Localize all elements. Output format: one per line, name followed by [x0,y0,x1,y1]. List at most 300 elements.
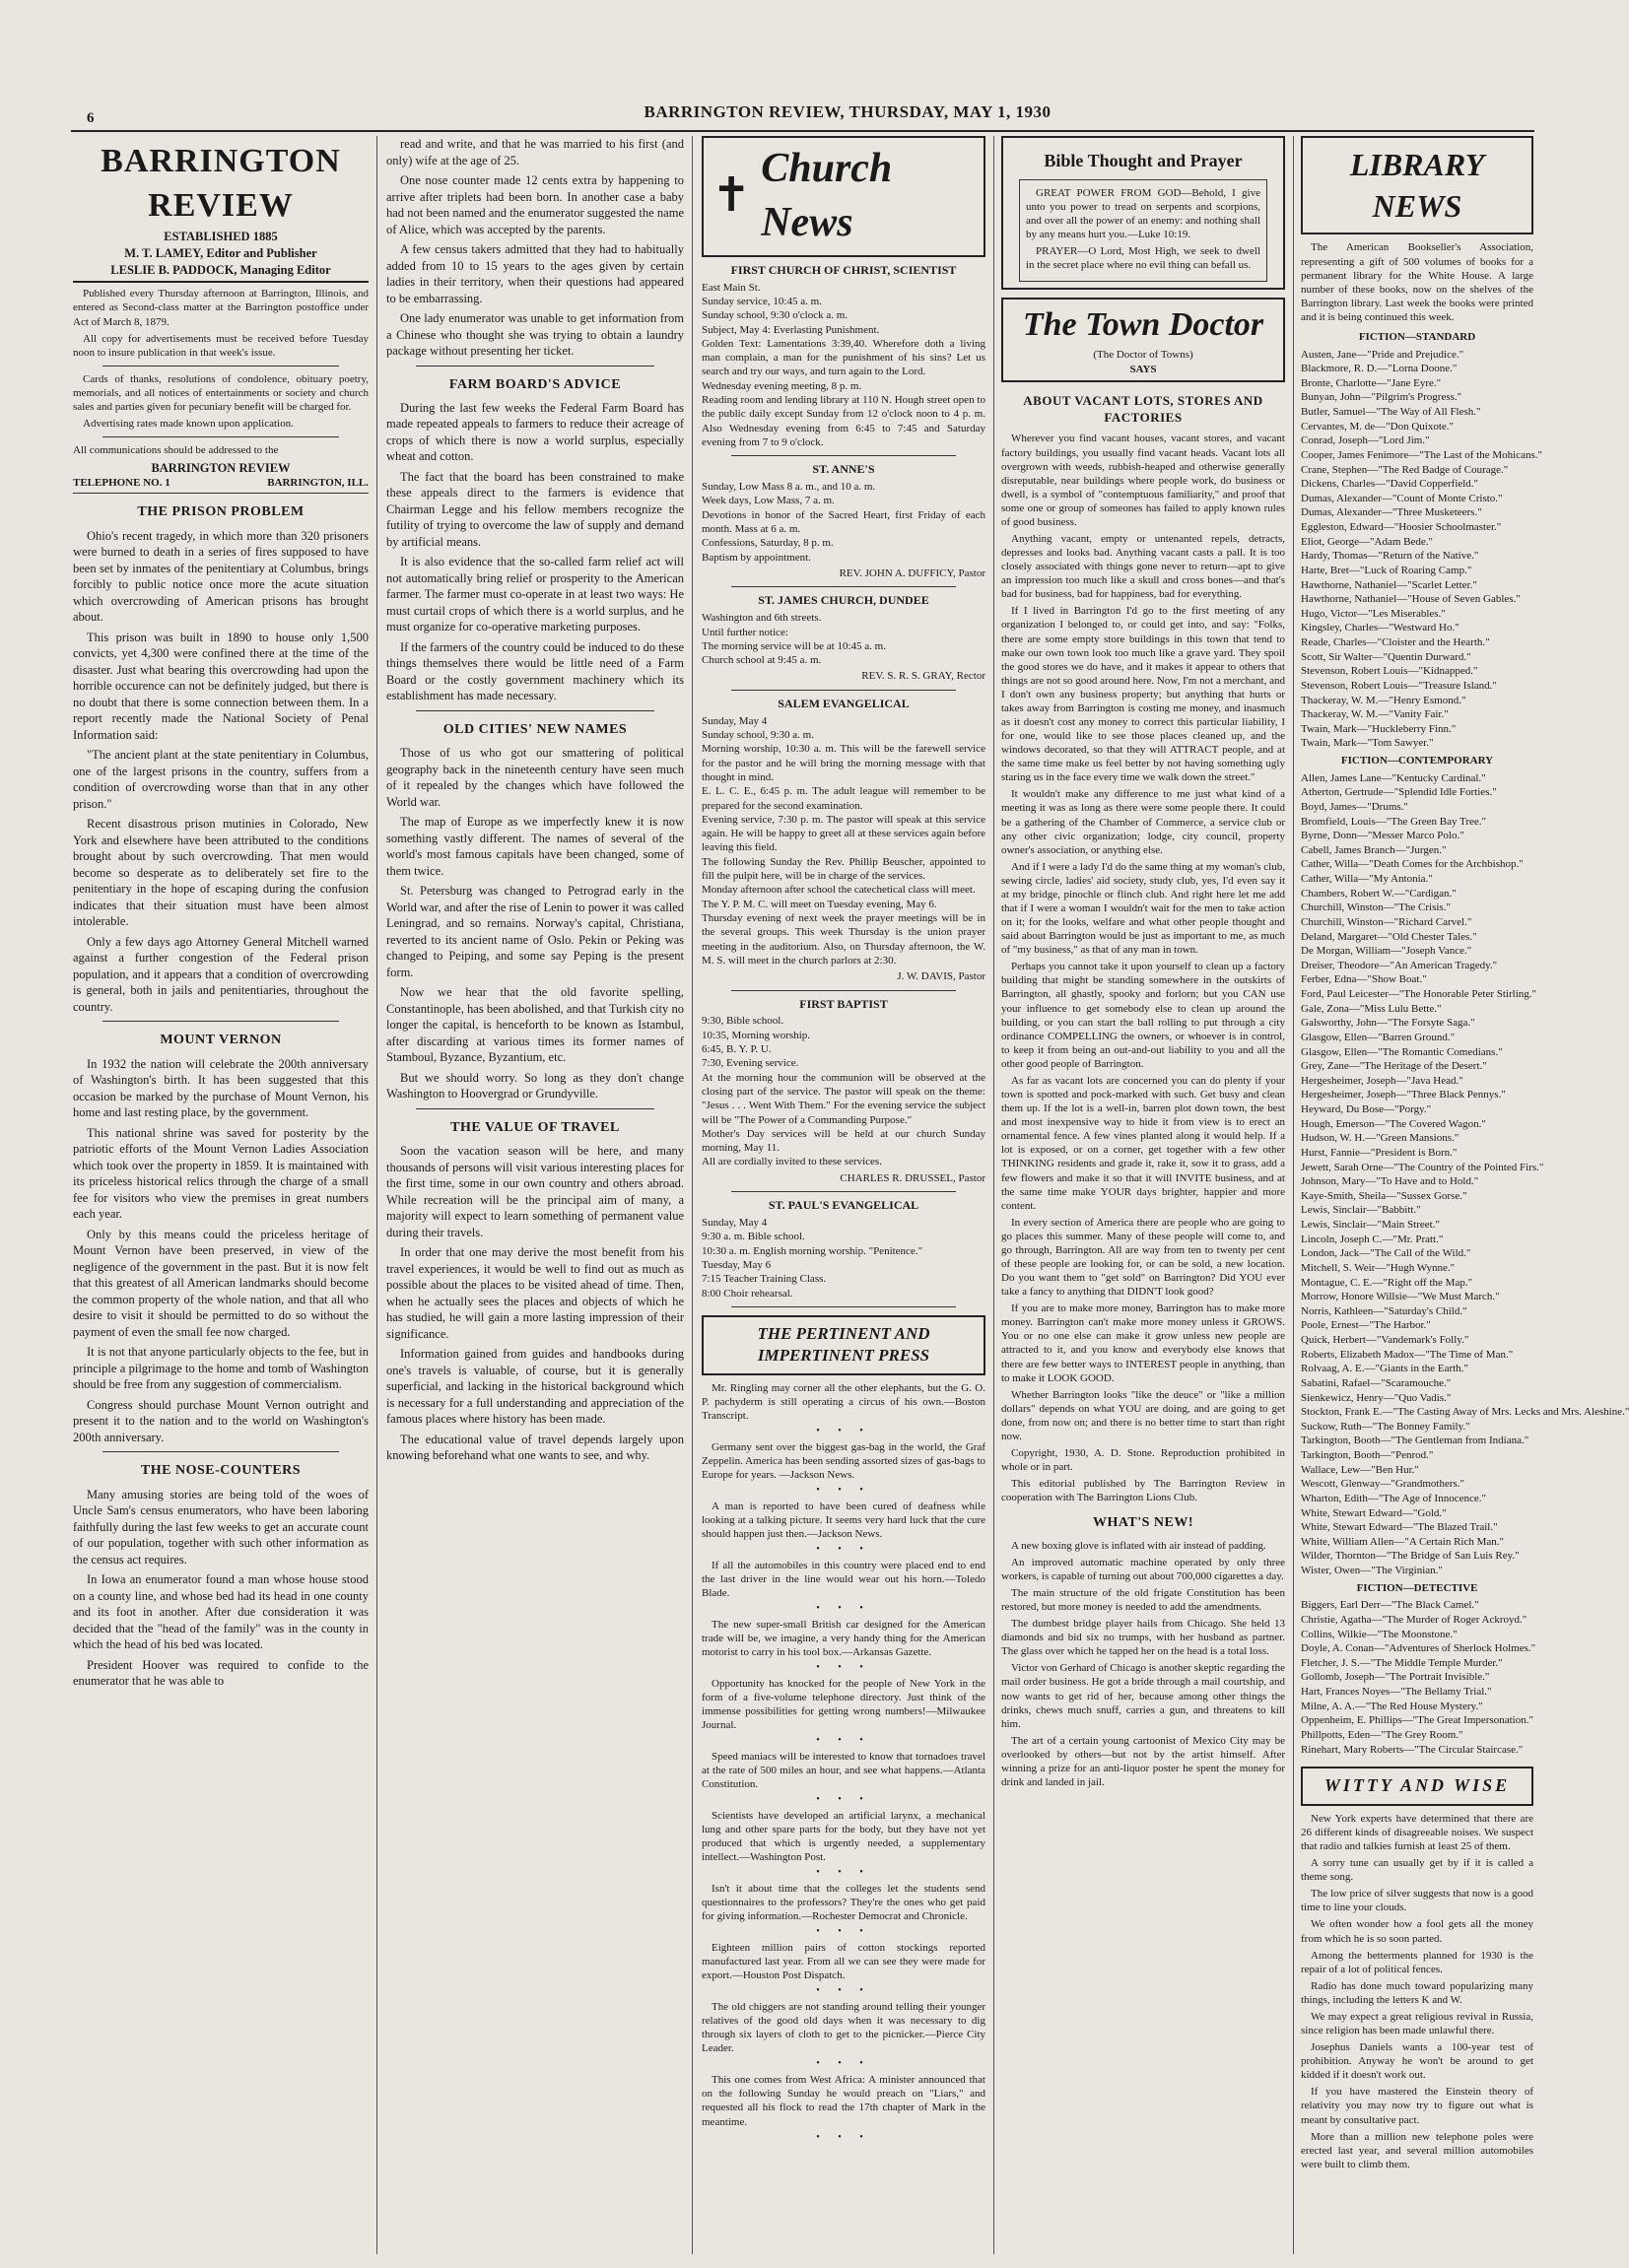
church-name: SALEM EVANGELICAL [778,696,910,710]
cities-paragraph: Those of us who got our smattering of political geography back in the nineteenth century have seen much of it repealed by the changes which have followed the World war. [386,746,684,809]
established-line: ESTABLISHED 1885 [164,229,278,243]
publication-info [73,287,369,494]
rule [731,690,956,691]
vernon-title: MOUNT VERNON [160,1033,282,1048]
nose-paragraph: In Iowa an enumerator found a man whose house stood on a county line, and whose bed had its head in one county and its foot in another. After due consideration it was decided that the "head of the family" was in the county in which the head of his bed was located. [73,1572,369,1652]
library-book-entry: Hugo, Victor—"Les Miserables." [1301,607,1446,620]
church-name: ST. ANNE'S [812,462,875,477]
divider-dots: • • • [816,1484,871,1496]
church-news-header [702,136,985,257]
divider-dots: • • • [816,1794,871,1806]
library-book-entry: Eliot, George—"Adam Bede." [1301,535,1434,548]
church-line: Monday afternoon after school the catechetical class will meet. [702,884,976,897]
church-line: All are cordially invited to these services. [702,1156,882,1168]
whats-new-items [1001,1539,1285,1789]
press-item: Isn't it about time that the colleges let the students send questionnaires to the professors? They're the ones who get paid for giving information.—Rochester Democrat and Chronicle. [702,1883,985,1923]
column-separator [993,136,994,2254]
library-book-entry: Bromfield, Louis—"The Green Bay Tree." [1301,815,1487,828]
nose-paragraph: One nose counter made 12 cents extra by happening to arrive after triplets had been born. In another case a baby had not been named and the enumerator suggested the name of Alice, which was accepted by the parents. [386,173,684,236]
nose-title: THE NOSE-COUNTERS [140,1463,302,1479]
farm-title: FARM BOARD'S ADVICE [448,376,622,392]
rule [102,366,339,367]
church-line: Baptism by appointment. [702,551,811,564]
town-doctor-paragraph: Wherever you find vacant houses, vacant stores, and vacant factory buildings, you usually find vacant heads. Vacant lots all overgrown with weeds, rubbish-heaped and otherwise generally disreputable, near buildings where people work, do business or dwell, is a symbol of "contemptuous familiarity," and proof that some one or group of someones has failed to apply known rules of good business. [1001,433,1285,528]
library-book-entry: Cather, Willa—"Death Comes for the Archbishop." [1301,858,1524,871]
press-item: Mr. Ringling may corner all the other elephants, but the G. O. P. pachyderm is still operating a circus of his own.—Boston Transcript. [702,1381,985,1422]
church-line: Sunday service, 10:45 a. m. [702,296,822,307]
library-book-entry: Crane, Stephen—"The Red Badge of Courage." [1301,463,1509,476]
farm-paragraph: It is also evidence that the so-called farm relief act will not automatically bring relief or prosperity to the American farmer. The farmer must co-operate in at least two ways: He must curtail crops of which there is a world surplus, and he must organize for co-operative marketing purposes. [386,555,684,634]
library-section-heading: FICTION—DETECTIVE [1356,1581,1478,1594]
address-info: All communications should be addressed to the [73,444,279,457]
page-number: 6 [87,110,95,126]
library-book-entry: Kingsley, Charles—"Westward Ho." [1301,622,1459,634]
church-line: Wednesday evening meeting, 8 p. m. [702,379,862,392]
library-book-entry: Christie, Agatha—"The Murder of Roger Ackroyd." [1301,1613,1527,1626]
vernon-paragraph: Only by this means could the priceless heritage of Mount Vernon have been preserved, in view of the negligence of the government in the past. But it is now felt that this greatest of all American landmarks should become the common property of the whole nation, and that all who desire to visit it should be permitted to do so without the payment of even the small fee now charged. [73,1227,369,1339]
divider-dots: • • • [816,1603,871,1615]
cities-paragraph: St. Petersburg was changed to Petrograd early in the World war, and after the rise of Lenin to power it was called Leningrad, and so remains. Norway's capital, Christiana, reverted to its ancient name of Oslo. Pekin or Peking was changed to Peiping, and some say Peping is the present form. [386,884,684,979]
church-line: The following Sunday the Rev. Phillip Beuscher, appointed to fill the pulpit here, will be in charge of the services. [702,855,985,883]
witty-item: Among the betterments planned for 1930 is the repair of a lot of political fences. [1301,1949,1533,1975]
church-line: E. L. C. E., 6:45 p. m. The adult league will remember to be prepared for the second examination. [702,785,985,812]
prison-title: THE PRISON PROBLEM [137,504,305,520]
bible-text: GREAT POWER FROM GOD—Behold, I give unto you power to tread on serpents and scorpions, and over all the power of an enemy: and nothing shall by any means hurt you.—Luke 10:19. [1026,186,1260,240]
church-name: ST. JAMES CHURCH, DUNDEE [758,593,929,608]
whats-new-item: The main structure of the old frigate Constitution has been restored, but more money is needed to add the amendments. [1001,1587,1285,1614]
library-book-entry: Rinehart, Mary Roberts—"The Circular Staircase." [1301,1743,1524,1756]
church-news-title: Church News [761,146,893,246]
library-book-entry: Churchill, Winston—"The Crisis." [1301,901,1451,914]
town-doctor-paragraph: And if I were a lady I'd do the same thing at my woman's club, sewing circle, ladies' aid society, study club, yes, I'd even say it at my bridge, pinochle or flinch club. And right here let me add that if I were a woman I wouldn't wait for the men to take action on it; for the looks, welfare and what other people thought and said about Barrington would be just as important to me, as much of "my business," as that of any man in town. [1001,860,1285,957]
cities-paragraph: The map of Europe as we imperfectly knew it is now something vastly different. The names of several of the world's most famous capitals have been changed, some of them twice. [386,815,684,878]
library-book-entry: Deland, Margaret—"Old Chester Tales." [1301,930,1477,943]
witty-item: Josephus Daniels wants a 100-year test of prohibition. Anyway he won't be around to get kidded if it doesn't work out. [1301,2041,1533,2082]
library-book-entry: Grey, Zane—"The Heritage of the Desert." [1301,1060,1487,1073]
library-book-entry: Wilder, Thornton—"The Bridge of San Luis Rey." [1301,1550,1520,1563]
column-separator [1293,136,1294,2254]
library-book-entry: Twain, Mark—"Huckleberry Finn." [1301,722,1457,735]
library-book-entry: Hough, Emerson—"The Covered Wagon." [1301,1117,1486,1130]
church-line: Until further notice: [702,626,788,638]
town-doctor-paragraph: Perhaps you cannot take it upon yourself to clean up a factory building that might be standing somewhere in the outskirts of Barrington, all ghastly, spooky and forlorn; but you CAN use your influence to get somebody else to clean up around the building, or you can start the ball rolling to put through a city ordinance COMPELLING the owners, or whoever is in control, to keep it from being an out-and-out liability to you and all the other good people of Barrington. [1001,961,1285,1070]
church-line: 7:30, Evening service. [702,1057,799,1070]
prison-paragraph: "The ancient plant at the state penitentiary in Columbus, one of the largest prisons in the country, suffers from a condition of overcrowding worse than that in any other prison." [73,748,369,811]
library-book-entry: Lincoln, Joseph C.—"Mr. Pratt." [1301,1233,1444,1245]
rates-info: Advertising rates made known upon application. [83,418,294,430]
library-book-entry: Hawthorne, Nathaniel—"House of Seven Gables." [1301,593,1521,606]
address-name: BARRINGTON REVIEW [151,461,291,476]
rule [731,1306,956,1307]
library-book-entry: Kaye-Smith, Sheila—"Sussex Gorse." [1301,1189,1467,1202]
travel-paragraph: Information gained from guides and handbooks during one's travels is valuable, of course, but it is generally superficial, and lacking in the historical background which is necessary for a full understanding and appreciation of the famous places where history has been made. [386,1347,684,1427]
column-1 [73,136,369,2254]
travel-paragraph: Soon the vacation season will be here, and many thousands of persons will visit various interesting places for the first time, some in our own country and others abroad. While recreation will be the principal aim of many, a majority will expect to learn something of permanent value during their travels. [386,1144,684,1239]
library-book-entry: Sabatini, Rafael—"Scaramouche." [1301,1376,1452,1389]
press-items [702,1381,985,2145]
library-book-entry: Stevenson, Robert Louis—"Treasure Island." [1301,679,1497,692]
nose-article-continued [386,136,684,360]
whats-new-item: An improved automatic machine operated by only three workers, is capable of turning out about 700,000 cigarettes a day. [1001,1556,1285,1582]
library-book-entry: De Morgan, William—"Joseph Vance." [1301,945,1472,958]
library-section-heading: FICTION—CONTEMPORARY [1340,755,1494,767]
church-line: The Y. P. M. C. will meet on Tuesday evening, May 6. [702,898,937,910]
divider-dots: • • • [816,1544,871,1555]
library-book-entry: Hudson, W. H.—"Green Mansions." [1301,1132,1459,1145]
library-book-entry: Montague, C. E.—"Right off the Map." [1301,1276,1473,1289]
town-doctor-says: SAYS [1129,363,1157,375]
church-line: Week days, Low Mass, 7 a. m. [702,495,835,507]
press-item: The new super-small British car designed for the American trade will be, we imagine, a very handy thing for the American motorist to carry in his tool box.—Arkansas Gazette. [702,1618,985,1658]
city: BARRINGTON, ILL. [267,477,369,490]
church-pastor: REV. S. R. S. GRAY, Rector [861,670,985,683]
library-book-entry: Milne, A. A.—"The Red House Mystery." [1301,1700,1483,1712]
press-item: If all the automobiles in this country were placed end to end the last driver in the line would wear out his horn.—Toledo Blade. [702,1559,985,1599]
library-book-entry: Hurst, Fannie—"President is Born." [1301,1146,1458,1159]
rule [731,990,956,991]
library-book-entry: Stockton, Frank E.—"The Casting Away of Mrs. Lecks and Mrs. Aleshine." [1301,1406,1629,1419]
library-book-entry: Dumas, Alexander—"Count of Monte Cristo." [1301,492,1503,504]
library-book-entry: Fletcher, J. S.—"The Middle Temple Murder." [1301,1656,1503,1669]
nose-paragraph: A few census takers admitted that they had to habitually added from 10 to 15 years to the ages given by certain ladies in their territory, when their questions had appeared to be embarrassing. [386,242,684,305]
library-book-list [1301,330,1629,1757]
library-book-entry: Cather, Willa—"My Antonia." [1301,873,1433,886]
church-line: East Main St. [702,281,761,294]
library-book-entry: Bronte, Charlotte—"Jane Eyre." [1301,376,1442,389]
copy-info: All copy for advertisements must be received before Tuesday noon to insure publication in that week's issue. [73,332,369,359]
divider-dots: • • • [816,1985,871,1997]
church-line: 9:30, Bible school. [702,1015,784,1028]
church-line: Washington and 6th streets. [702,612,822,625]
town-doctor-paragraph: If I lived in Barrington I'd go to the first meeting of any organization I belonged to, or could get into, and say: "Folks, there are some empty store buildings in this town that tend to make our own town look too much like a grave yard. They spoil the good stores we do have, and it makes it appear to others that things are not so good around here. Now, I'm not a merchant, and I don't own any business property; but anything that hurts or takes away from Barrington is costing me money, and inasmuch as it doesn't cost any money to correct this particular liability, I for one, would like to see those places cleaned up, and the windows decorated, so that they will ATTRACT people, and at the same time make us feel better by not having something ugly staring us in the face every time we walk down the street." [1001,605,1285,784]
press-item: A man is reported to have been cured of deafness while looking at a talking picture. It seems very hard luck that the cure should happen just then.—Jackson News. [702,1500,985,1540]
bible-inner-box [1019,179,1267,282]
library-book-entry: Cooper, James Fenimore—"The Last of the Mohicans." [1301,448,1542,461]
farm-paragraph: If the farmers of the country could be induced to do these things themselves there would be little need of a Farm Board or the costly government machinery which its establishment has made necessary. [386,639,684,703]
cards-info: Cards of thanks, resolutions of condolence, obituary poetry, memorials, and all notices of entertainments or society and church sales and parties given for pecuniary benefit will be charged for. [73,372,369,413]
library-book-entry: Heyward, Du Bose—"Porgy." [1301,1103,1432,1116]
rule [416,366,654,367]
masthead: BARRINGTON REVIEW, THURSDAY, MAY 1, 1930 [644,102,1052,121]
managing-editor-line: LESLIE B. PADDOCK, Managing Editor [73,262,369,284]
farm-paragraph: The fact that the board has been constrained to make these appeals direct to the farmers is evidence that Chairman Legge and his fellow members recognize the futility of trying to overcome the law of supply and demand by artificial means. [386,469,684,549]
library-book-entry: Hawthorne, Nathaniel—"Scarlet Letter." [1301,578,1477,591]
library-book-entry: Allen, James Lane—"Kentucky Cardinal." [1301,771,1486,784]
church-line: 10:30 a. m. English morning worship. "Penitence." [702,1244,923,1257]
library-book-entry: Lewis, Sinclair—"Main Street." [1301,1219,1440,1232]
library-book-entry: Chambers, Robert W.—"Cardigan." [1301,887,1457,900]
bible-title: Bible Thought and Prayer [1044,151,1243,170]
library-book-entry: Eggleston, Edward—"Hoosier Schoolmaster." [1301,521,1502,534]
cities-title: OLD CITIES' NEW NAMES [442,721,628,737]
library-book-entry: Byrne, Donn—"Messer Marco Polo." [1301,830,1464,842]
column-separator [376,136,377,2254]
library-book-entry: Morrow, Honore Willsie—"We Must March." [1301,1291,1500,1303]
library-book-entry: Glasgow, Ellen—"Barren Ground." [1301,1031,1456,1043]
vernon-paragraph: In 1932 the nation will celebrate the 200th anniversary of Washington's birth. It has been suggested that this occasion be marked by the purchase of Mount Vernon, his home and last resting place, by the government. [73,1056,369,1120]
divider-dots: • • • [816,1867,871,1879]
library-book-entry: London, Jack—"The Call of the Wild." [1301,1247,1471,1260]
witty-item: We may expect a great religious revival in Russia, since religion has been made unlawful there. [1301,2010,1533,2037]
library-book-entry: White, William Allen—"A Certain Rich Man." [1301,1535,1504,1548]
town-doctor-paragraph: It wouldn't make any difference to me just what kind of a meeting it was as long as there were some people there. It could be a gathering of the Chamber of Commerce, a service club or any other civic organization; lodge, city council, property owner's association, or anything else. [1001,788,1285,856]
church-line: Sunday school, 9:30 a. m. [702,729,814,742]
library-book-entry: Johnson, Mary—"To Have and to Hold." [1301,1175,1479,1188]
library-book-entry: Jewett, Sarah Orne—"The Country of the Pointed Firs." [1301,1161,1544,1173]
library-book-entry: White, Stewart Edward—"Gold." [1301,1506,1447,1519]
rule [102,436,339,437]
witty-item: If you have mastered the Einstein theory of relativity you may now try to figure out what is meant by consultative pact. [1301,2086,1533,2126]
library-book-entry: Hergesheimer, Joseph—"Java Head." [1301,1074,1463,1087]
farm-article [386,400,684,704]
editor-line: M. T. LAMEY, Editor and Publisher [124,245,317,260]
press-item: Eighteen million pairs of cotton stockings reported manufactured last year. From all we can see they were made for export.—Houston Post Dispatch. [702,1942,985,1982]
divider-dots: • • • [816,1735,871,1747]
town-doctor-paragraph: If you are to make more money, Barrington has to make more money. Barrington can't make more money unless it GROWS. You or no one else can make it grow unless new people are attracted to it, and you know and everybody else knows that there are few better ways to INTEREST people in anything, than to make it LOOK GOOD. [1001,1302,1285,1384]
church-line: Sunday, May 4 [702,1217,768,1230]
library-book-entry: Wallace, Lew—"Ben Hur." [1301,1463,1419,1476]
divider-dots: • • • [816,2131,871,2143]
witty-item: More than a million new telephone poles were erected last year, and several million automobiles were built to climb them. [1301,2130,1533,2170]
library-book-entry: Mitchell, S. Weir—"Hugh Wynne." [1301,1261,1456,1274]
nose-article [73,1487,369,1690]
library-book-entry: Thackeray, W. M.—"Henry Esmond." [1301,694,1466,706]
church-line: Mother's Day services will be held at our church Sunday morning, May 11. [702,1127,985,1155]
library-book-entry: Biggers, Earl Derr—"The Black Camel." [1301,1599,1479,1612]
pub-info: Published every Thursday afternoon at Barrington, Illinois, and entered as Second-class matter at the Barrington postoffice under Act of March 8, 1879. [73,288,369,328]
church-pastor: REV. JOHN A. DUFFICY, Pastor [839,567,985,579]
church-line: 7:15 Teacher Training Class. [702,1273,827,1286]
travel-paragraph: The educational value of travel depends largely upon knowing beforehand what one wants to see, and why. [386,1432,684,1463]
church-line: The morning service will be at 10:45 a. m. [702,639,886,652]
library-book-entry: Atherton, Gertrude—"Splendid Idle Forties." [1301,786,1497,799]
church-line: 9:30 a. m. Bible school. [702,1231,805,1243]
town-doctor-paragraph: This editorial published by The Barrington Review in cooperation with The Barrington Lions Club. [1001,1478,1285,1504]
telephone: TELEPHONE NO. 1 [73,477,170,490]
divider-dots: • • • [816,2058,871,2070]
church-line: At the morning hour the communion will be observed at the closing part of the service. The pastor will speak on the theme: "Jesus . . . Went With Them." For the evening service the subject will be "The Power of a Commanding Purpose." [702,1071,985,1126]
church-name: ST. PAUL'S EVANGELICAL [768,1198,919,1213]
library-book-entry: Churchill, Winston—"Richard Carvel." [1301,915,1472,928]
top-rule [71,130,1534,132]
church-line: Tuesday, May 6 [702,1258,772,1271]
library-book-entry: Roberts, Elizabeth Madox—"The Time of Man." [1301,1348,1514,1361]
library-intro-wrap [1301,240,1533,323]
column-2 [386,136,684,2254]
church-line: Subject, May 4: Everlasting Punishment. [702,323,880,336]
nose-paragraph: President Hoover was required to confide to the enumerator that he was able to [73,1657,369,1689]
library-news-title: LIBRARY NEWS [1301,136,1533,234]
press-title: THE PERTINENT AND IMPERTINENT PRESS [702,1315,985,1375]
cities-article [386,745,684,1102]
church-line: Sunday, May 4 [702,714,768,727]
library-book-entry: Phillpotts, Eden—"The Grey Room." [1301,1728,1463,1741]
library-book-entry: Harte, Bret—"Luck of Roaring Camp." [1301,564,1472,576]
church-line: Evening service, 7:30 p. m. The pastor will speak at this service again. He will be happy to greet all at these services again before leaving this field. [702,813,985,854]
library-book-entry: Cabell, James Branch—"Jurgen." [1301,843,1447,856]
church-line: Devotions in honor of the Sacred Heart, first Friday of each month. Mass at 6 a. m. [702,508,985,535]
nose-paragraph: One lady enumerator was unable to get information from a Chinese who thought she was trying to obtain a laundry package without presenting her ticket. [386,311,684,358]
church-line: Sunday school, 9:30 o'clock a. m. [702,309,848,322]
prison-paragraph: This prison was built in 1890 to house only 1,500 convicts, yet 4,300 were confined there at the time of the disaster. Just what bearing this overcrowding had upon the horrible occurence can not be definitely judged, but there is no doubt that there is some connection between them. In a report recently made the National Society of Penal Information said: [73,630,369,742]
town-doctor-paragraph: Anything vacant, empty or untenanted repels, detracts, depresses and looks bad. Anything vacant casts a pall. It is too closely associated with things gone never to return—apt to give an impression too much like a skull and cross bones—and that's bad for business, bad for happiness, bad for everything. [1001,532,1285,601]
rule [416,1108,654,1109]
town-doctor-header [1001,298,1285,382]
nose-paragraph: read and write, and that he was married to his first (and only) wife at the age of 25. [386,137,684,167]
column-separator [692,136,693,2254]
divider-dots: • • • [816,1926,871,1938]
library-book-entry: Stevenson, Robert Louis—"Kidnapped." [1301,665,1478,678]
library-book-entry: Suckow, Ruth—"The Bonney Family." [1301,1420,1470,1433]
library-book-entry: Gale, Zona—"Miss Lulu Bette." [1301,1002,1442,1015]
library-book-entry: Ferber, Edna—"Show Boat." [1301,973,1427,986]
library-book-entry: Ford, Paul Leicester—"The Honorable Peter Stirling." [1301,988,1537,1001]
vernon-paragraph: This national shrine was saved for posterity by the patriotic efforts of the Mount Vernon Ladies Association which took over the property in 1859. It is maintained with its priceless historical relics through the charge of a small fee for visitors who view the premises in great numbers each year. [73,1125,369,1222]
library-book-entry: Scott, Sir Walter—"Quentin Durward." [1301,650,1471,663]
vernon-article [73,1056,369,1446]
church-pastor: J. W. DAVIS, Pastor [897,970,985,983]
library-book-entry: Blackmore, R. D.—"Lorna Doone." [1301,363,1458,375]
church-pastor: CHARLES R. DRUSSEL, Pastor [840,1171,985,1184]
rule [731,455,956,456]
library-book-entry: Tarkington, Booth—"Penrod." [1301,1449,1434,1462]
rule [102,1021,339,1022]
witty-items [1301,1812,1533,2171]
bible-thought-box [1001,136,1285,290]
library-book-entry: Cervantes, M. de—"Don Quixote." [1301,420,1455,433]
library-book-entry: Hergesheimer, Joseph—"Three Black Pennys." [1301,1089,1506,1101]
library-book-entry: Galsworthy, John—"The Forsyte Saga." [1301,1017,1475,1030]
library-intro: The American Bookseller's Association, representing a gift of 500 volumes of books for a permanent library for the White House. A large number of these books, now on the shelves of the Barrington library. Last week the books were printed and it is being continued this week. [1301,241,1533,323]
vernon-paragraph: Congress should purchase Mount Vernon outright and present it to the nation and to the world on Washington's 200th anniversary. [73,1397,369,1444]
church-line: Thursday evening of next week the prayer meetings will be in the several groups. This week Thursday is the union prayer meeting in the auditorium. Also, on Thursday afternoon, the W. M. S. will meet in the church parlors at 2:30. [702,911,985,967]
library-book-entry: White, Stewart Edward—"The Blazed Trail." [1301,1521,1498,1534]
church-line: Morning worship, 10:30 a. m. This will be the farewell service for the pastor and he will bring the morning message with that thought in mind. [702,743,985,783]
town-doctor-paragraph: Copyright, 1930, A. D. Stone. Reproduction prohibited in whole or in part. [1001,1446,1285,1474]
library-book-entry: Thackeray, W. M.—"Vanity Fair." [1301,708,1449,721]
column-4 [1001,136,1285,2254]
library-book-entry: Tarkington, Booth—"The Gentleman from Indiana." [1301,1434,1529,1447]
contact-row [73,476,369,494]
library-book-entry: Dreiser, Theodore—"An American Tragedy." [1301,959,1498,971]
press-item: This one comes from West Africa: A minister announced that on the following Sunday he would preach on "Liars," and requested all his flock to read the 17th chapter of Mark in the meantime. [702,2074,985,2128]
church-line: 8:00 Choir rehearsal. [702,1287,793,1300]
church-name: FIRST BAPTIST [799,996,888,1011]
witty-item: Radio has done much toward popularizing many things, including the letters K and W. [1301,1979,1533,2006]
church-name: FIRST CHURCH OF CHRIST, SCIENTIST [730,262,957,277]
nose-paragraph: Many amusing stories are being told of the woes of Uncle Sam's census enumerators, who have been laboring faithfully during the last few weeks to get an accurate count of our population, together with such other information as the census act requires. [73,1487,369,1567]
town-doctor-paragraph: Whether Barrington looks "like the deuce" or "like a million dollars" depends on what YOU are doing, and are going to get done, from now on; and there is no better time to start than right now. [1001,1388,1285,1442]
library-book-entry: Quick, Herbert—"Vandemark's Folly." [1301,1334,1469,1347]
cities-paragraph: Now we hear that the old favorite spelling, Constantinople, has been abolished, and that Turkish city no longer the capital, is henceforth to be known as Istambul, after discarding at various times its former names of Stamboul, Byzance, Byzantium, etc. [386,985,684,1065]
farm-paragraph: During the last few weeks the Federal Farm Board has made repeated appeals to farmers to reduce their acreage of crops of which there is now a world surplus, especially wheat and cotton. [386,400,684,464]
library-book-entry: Rolvaag, A. E.—"Giants in the Earth." [1301,1363,1468,1375]
witty-item: A sorry tune can usually get by if it is called a theme song. [1301,1857,1533,1884]
travel-title: THE VALUE OF TRAVEL [450,1119,620,1135]
nameplate: BARRINGTON REVIEW [101,143,341,224]
library-book-entry: Wister, Owen—"The Virginian." [1301,1565,1443,1577]
library-book-entry: Dumas, Alexander—"Three Musketeers." [1301,506,1482,519]
witty-wise-title: WITTY AND WISE [1301,1767,1533,1806]
library-book-entry: Poole, Ernest—"The Harbor." [1301,1319,1431,1332]
travel-paragraph: In order that one may derive the most benefit from his travel experiences, it would be well to find out as much as possible about the places to be visited ahead of time. Then, when he actually sees the places and objects of which he has studied, he will gain a more lasting impression of their significance. [386,1245,684,1341]
prison-paragraph: Recent disastrous prison mutinies in Colorado, New York and elsewhere have been attributed to the conditions brought about by such overcrowding. That men would become so desperate as to deliberately set fire to the penitentiary in the hope of escaping during the confusion indicates that their situation must have been almost intolerable. [73,817,369,929]
witty-item: We often wonder how a fool gets all the money from which he is so soon parted. [1301,1918,1533,1945]
press-item: Speed maniacs will be interested to know that tornadoes travel at the rate of 500 miles an hour, and see what happens.—Atlanta Constitution. [702,1750,985,1791]
library-book-entry: Dickens, Charles—"David Copperfield." [1301,478,1479,491]
rule [731,586,956,587]
whats-new-item: The art of a certain young cartoonist of Mexico City may be overlooked by others—but not by the artist himself. After winning a prize for an anti-liquor poster he spent the money for drink and landed in jail. [1001,1734,1285,1789]
rule [102,1451,339,1452]
whats-new-item: The dumbest bridge player hails from Chicago. She held 13 diamonds and bid six no trumps, with her husband as partner. The glass over which he tapped her on the head is a total loss. [1001,1618,1285,1658]
press-item: Scientists have developed an artificial larynx, a mechanical lung and other spare parts for the body, but they have not yet produced that which is urgently needed, a supplementary intellect.—Washington Post. [702,1810,985,1864]
library-book-entry: Reade, Charles—"Cloister and the Hearth." [1301,636,1490,649]
church-line: 10:35, Morning worship. [702,1029,810,1041]
whats-new-title: WHAT'S NEW! [1092,1515,1194,1531]
library-section-heading: FICTION—STANDARD [1358,330,1476,343]
library-book-entry: Wescott, Glenway—"Grandmothers." [1301,1478,1465,1491]
rule [731,1191,956,1192]
witty-item: New York experts have determined that there are 26 different kinds of disagreeable noises. We suspect that radio and talkies furnish at least 25 of them. [1301,1812,1533,1853]
rule [416,710,654,711]
church-line: Golden Text: Lamentations 3:39,40. Wherefore doth a living man complain, a man for the punishment of his sins? Let us search and try our ways, and turn again to the Lord. [702,337,985,378]
church-line: Confessions, Saturday, 8 p. m. [702,537,834,550]
divider-dots: • • • [816,1662,871,1674]
library-book-entry: Conrad, Joseph—"Lord Jim." [1301,434,1430,447]
library-book-entry: Hardy, Thomas—"Return of the Native." [1301,550,1479,563]
town-doctor-sub: (The Doctor of Towns) [1093,349,1193,362]
vernon-paragraph: It is not that anyone particularly objects to the fee, but in principle a pilgrimage to the home and tomb of Washington should be free from any suggestion of commercialism. [73,1345,369,1392]
library-book-entry: Lewis, Sinclair—"Babbitt." [1301,1204,1421,1217]
whats-new-item: Victor von Gerhard of Chicago is another skeptic regarding the mail order business. He got a bride through a mail courtship, and now wants to get rid of her, because among other things the drinks, chews much snuff, carries a gun, and threatens to kill him. [1001,1662,1285,1730]
column-5 [1301,136,1629,2254]
library-book-entry: Butler, Samuel—"The Way of All Flesh." [1301,406,1481,419]
whats-new-item: A new boxing glove is inflated with air instead of padding. [1011,1539,1266,1552]
town-doctor-heading: ABOUT VACANT LOTS, STORES AND FACTORIES [1023,393,1263,426]
column-3 [702,136,985,2254]
prison-article [73,528,369,1016]
prison-paragraph: Ohio's recent tragedy, in which more than 320 prisoners were burned to death in a series of fires supposed to have been set by inmates of the penitentiary at Columbus, brings forcibly to public notice once more the acute situation which overcrowding of American prisons has brought about. [73,528,369,625]
library-book-entry: Gollomb, Joseph—"The Portrait Invisible." [1301,1671,1490,1684]
library-book-entry: Norris, Kathleen—"Saturday's Child." [1301,1304,1467,1317]
witty-item: The low price of silver suggests that now is a good time to line your clouds. [1301,1888,1533,1914]
church-line: Sunday, Low Mass 8 a. m., and 10 a. m. [702,481,876,494]
library-book-entry: Doyle, A. Conan—"Adventures of Sherlock Holmes." [1301,1642,1536,1655]
library-book-entry: Boyd, James—"Drums." [1301,800,1408,813]
church-line: Reading room and lending library at 110 N. Hough street open to the public daily except Sunday from 12 o'clock noon to 4 p. m. Also Wednesday evening from 6:45 to 7:45 and Saturday evening from 7 to 9 o'clock. [702,394,985,448]
church-line: Church school at 9:45 a. m. [702,654,822,667]
prison-paragraph: Only a few days ago Attorney General Mitchell warned against a further congestion of the Federal prison population, and it appears that a condition of overcrowding is general, both in jails and penitentiaries, throughout the country. [73,934,369,1014]
town-doctor-paragraph: In every section of America there are people who are going to go places this summer. Many of these people will come to, and go through, Barrington. All are way from ten to twenty per cent of these people are looking for, or can be sold, a new location. Do you want them to "get sold" on Barrington? Did YOU ever take a fancy to anything that DIDN'T look good? [1001,1216,1285,1299]
library-book-entry: Austen, Jane—"Pride and Prejudice." [1301,348,1464,361]
library-book-entry: Bunyan, John—"Pilgrim's Progress." [1301,391,1462,404]
library-book-entry: Wharton, Edith—"The Age of Innocence." [1301,1492,1486,1504]
town-doctor-title: The Town Doctor [1022,306,1264,344]
press-item: Opportunity has knocked for the people of New York in the form of a five-volume telephone directory. Just think of the immense possibilities for getting wrong numbers!—Milwaukee Journal. [702,1677,985,1732]
library-book-entry: Glasgow, Ellen—"The Romantic Comedians." [1301,1045,1503,1058]
town-doctor-article [1001,432,1285,1504]
library-book-entry: Collins, Wilkie—"The Moonstone." [1301,1628,1458,1640]
library-book-entry: Sienkewicz, Henry—"Quo Vadis." [1301,1391,1452,1404]
library-book-entry: Hart, Frances Noyes—"The Bellamy Trial." [1301,1686,1492,1699]
press-item: Germany sent over the biggest gas-bag in the world, the Graf Zeppelin. America has been sending assorted sizes of gas-bags to Europe for years. —Jackson News. [702,1440,985,1481]
travel-article [386,1143,684,1464]
cities-paragraph: But we should worry. So long as they don't change Washington to Hoovergrad or Grundyville. [386,1070,684,1101]
press-item: The old chiggers are not standing around telling their younger relatives of the good old days when it was necessary to dig through six layers of cloth to get to the picnicker.—Pierce City Leader. [702,2001,985,2055]
church-line: 6:45, B. Y. P. U. [702,1043,772,1056]
town-doctor-paragraph: As far as vacant lots are concerned you can do plenty if your town is spotted and pock-marked with such. Get busy and clean them up. If the lot is a well-in, barren plot down town, the best and most inexpensive way to hide it from view is to erect an ornamental fence. A few vines planted along it would help. If a lot is exposed, or on a corner, get together with a few other THINKING residents and grade it, rake it, sow it to grass, add a few flowers and make it so that it will INVITE business, and at the same time make YOUR days brighter, happier and more content. [1001,1074,1285,1212]
library-book-entry: Oppenheim, E. Phillips—"The Great Impersonation." [1301,1714,1533,1727]
